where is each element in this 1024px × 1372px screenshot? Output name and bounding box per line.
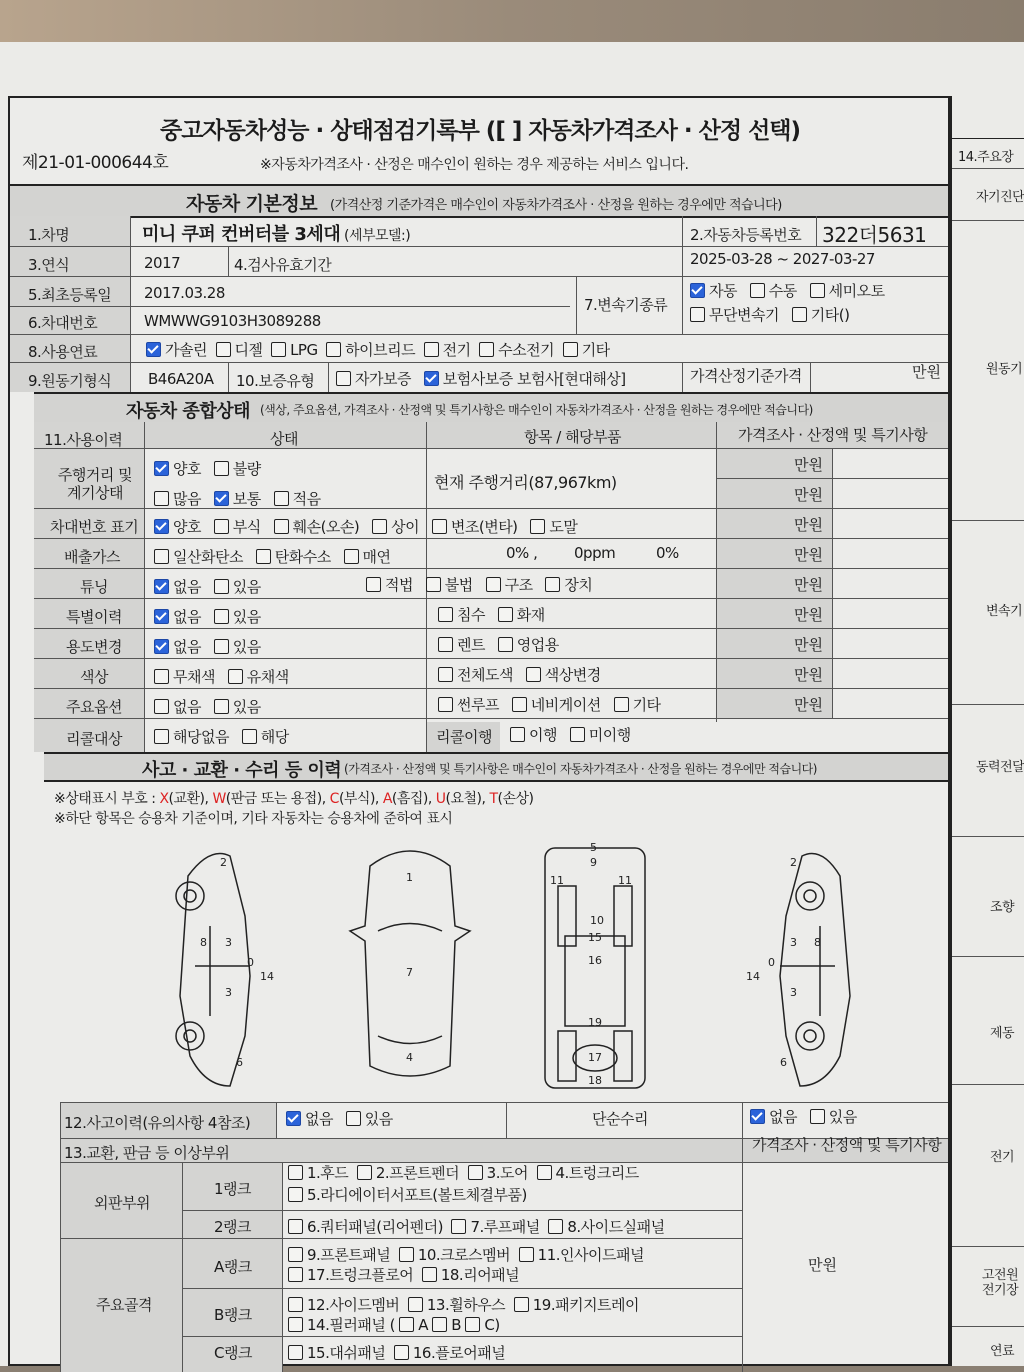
fuel-gasoline-checkbox[interactable] [146,342,161,357]
tuning-state: 없음 있음 [154,576,261,597]
svg-text:11: 11 [550,874,564,887]
svg-text:10: 10 [590,914,604,927]
color-options: 전체도색 색상변경 [438,664,601,685]
unit-odometer-1: 만원 [794,456,823,474]
cross-member-checkbox[interactable] [399,1247,414,1262]
trans-auto-checkbox[interactable] [690,283,705,298]
steering-label: 조향 [990,900,1015,915]
transmission-section-label: 변속기 [986,604,1023,619]
rank1-label: 1랭크 [214,1180,252,1198]
item-column-header: 항목 / 해당부품 [524,428,622,446]
svg-text:18: 18 [588,1074,602,1087]
accident-history-note: (가격조사 · 산정액 및 특기사항은 매수인이 자동차가격조사 · 산정을 원하는 경우에만 적습니다) [344,762,817,776]
car-body-diagram [150,836,940,1096]
rankB-label: B랭크 [214,1306,252,1324]
fuel-diesel-checkbox[interactable] [216,342,231,357]
accident-history-state: 없음 있음 [286,1108,393,1129]
color-label: 색상 [80,668,108,686]
flood-checkbox[interactable] [438,607,453,622]
use-change-none-checkbox[interactable] [154,639,169,654]
tuning-structure-checkbox[interactable] [486,577,501,592]
svg-text:9: 9 [590,856,597,869]
warranty-options: 자가보증 보험사보증 보험사[현대해상] [336,368,626,389]
navigation-checkbox[interactable] [512,697,527,712]
special-history-options: 침수 화재 [438,604,545,625]
svg-text:17: 17 [588,1051,602,1064]
svg-text:6: 6 [780,1056,787,1069]
base-price-unit: 만원 [912,363,941,381]
unit-vin: 만원 [794,516,823,534]
svg-text:16: 16 [588,954,602,967]
vin-mark-good-checkbox[interactable] [154,519,169,534]
rankA-items-row2: 17.트렁크플로어 18.리어패널 [288,1264,519,1285]
use-change-label: 용도변경 [66,638,122,656]
rankB-items-row2: 14.필러패널 ( A B C) [288,1314,500,1335]
special-history-state: 없음 있음 [154,606,261,627]
basic-info-header [10,184,948,218]
odometer-bad-checkbox[interactable] [214,461,229,476]
trunk-floor-checkbox[interactable] [288,1267,303,1282]
pillar-c-checkbox[interactable] [465,1317,480,1332]
fuel-label: 8.사용연료 [28,343,98,361]
rear-panel-checkbox[interactable] [422,1267,437,1282]
brake-label: 제동 [990,1026,1015,1041]
transmission-label: 7.변속기종류 [584,296,668,314]
radiator-support-checkbox[interactable] [288,1187,303,1202]
svg-text:0: 0 [247,956,254,969]
warranty-insurance-checkbox[interactable] [424,371,439,386]
svg-text:0: 0 [768,956,775,969]
accident-history-label: 12.사고이력(유의사항 4참조) [64,1114,251,1132]
overall-status-title: 자동차 종합상태 [126,401,250,422]
tuning-label: 튜닝 [80,578,108,596]
current-mileage: 현재 주행거리(87,967km) [434,473,617,492]
recall-na-checkbox[interactable] [154,729,169,744]
emission-co-checkbox[interactable] [154,549,169,564]
special-none-checkbox[interactable] [154,609,169,624]
overall-status-note: (색상, 주요옵션, 가격조사 · 산정액 및 특기사항은 매수인이 자동차가격조사 · 산정을 원하는 경우에만 적습니다) [260,403,813,417]
rankB-items-row1: 12.사이드멤버 13.휠하우스 19.패키지트레이 [288,1294,639,1315]
overall-status-header [34,392,948,424]
unit-odometer-2: 만원 [794,486,823,504]
repair-exist-checkbox[interactable] [810,1109,825,1124]
unit-exchange: 만원 [808,1256,837,1274]
vin-mark-painted-checkbox[interactable] [530,519,545,534]
front-panel-checkbox[interactable] [288,1247,303,1262]
recall-state: 해당없음 해당 [154,726,289,747]
rank2-label: 2랭크 [214,1218,252,1236]
vin-marking-label: 차대번호 표기 [50,518,139,536]
outer-panel-label: 외판부위 [94,1194,150,1212]
engine-value: B46A20A [148,370,214,388]
trans-other-checkbox[interactable] [792,307,807,322]
door-checkbox[interactable] [468,1165,483,1180]
fuel-hydrogen-checkbox[interactable] [479,342,494,357]
special-history-label: 특별이력 [66,608,122,626]
svg-text:4: 4 [406,1051,413,1064]
tuning-device-checkbox[interactable] [545,577,560,592]
floor-panel-checkbox[interactable] [394,1345,409,1360]
unit-special: 만원 [794,606,823,624]
main-options-list: 썬루프 네비게이션 기타 [438,694,661,715]
pillar-panel-checkbox[interactable] [288,1317,303,1332]
service-notice: ※자동차가격조사 · 산정은 매수인이 원하는 경우 제공하는 서비스 입니다. [260,157,689,173]
pillar-a-checkbox[interactable] [399,1317,414,1332]
self-diagnosis-label: 자기진단 [976,190,1024,205]
transmission-row2: 무단변속기 기타() [690,304,849,325]
power-transfer-label: 동력전달 [976,760,1024,775]
rank1-items-row1: 1.후드 2.프론트펜더 3.도어 4.트렁크리드 [288,1162,639,1183]
use-change-state: 없음 있음 [154,636,261,657]
achromatic-checkbox[interactable] [154,669,169,684]
unit-options: 만원 [794,696,823,714]
rankA-label: A랭크 [214,1258,252,1276]
electric-label: 전기 [990,1150,1015,1165]
rankC-label: C랭크 [214,1344,252,1362]
submodel-label: (세부모델:) [344,228,411,244]
inspection-validity-label: 4.검사유효기간 [234,256,332,274]
registration-label: 2.자동차등록번호 [690,226,802,244]
emission-smoke-value: 0% [656,544,679,562]
rank1-items-row2: 5.라디에이터서포트(볼트체결부품) [288,1184,527,1205]
svg-text:5: 5 [590,841,597,854]
emission-co-value: 0% , [506,544,538,562]
base-price-label: 가격산정기준가격 [690,367,802,385]
basic-info-title: 자동차 기본정보 [186,193,318,215]
first-registration-value: 2017.03.28 [144,284,225,302]
vin-value: WMWWG9103H3089288 [144,312,321,330]
svg-text:2: 2 [790,856,797,869]
fuel-hybrid-checkbox[interactable] [326,342,341,357]
warranty-label: 10.보증유형 [236,372,315,390]
year-label: 3.연식 [28,256,70,274]
package-tray-checkbox[interactable] [514,1297,529,1312]
vin-mark-corrosion-checkbox[interactable] [214,519,229,534]
accident-history-title: 사고 · 교환 · 수리 등 이력 [142,760,342,781]
svg-text:3: 3 [790,986,797,999]
recall-not-checkbox[interactable] [570,727,585,742]
tuning-illegal-checkbox[interactable] [426,577,441,592]
svg-text:11: 11 [618,874,632,887]
svg-text:6: 6 [236,1056,243,1069]
main-options-state: 없음 있음 [154,696,261,717]
car-name-label: 1.차명 [28,226,70,244]
unit-use-change: 만원 [794,636,823,654]
rank2-items: 6.쿼터패널(리어펜더) 7.루프패널 8.사이드실패널 [288,1216,665,1237]
fire-checkbox[interactable] [498,607,513,622]
trans-cvt-checkbox[interactable] [690,307,705,322]
svg-text:8: 8 [200,936,207,949]
recall-done-options: 이행 미이행 [510,724,631,745]
svg-text:14: 14 [260,970,274,983]
full-paint-checkbox[interactable] [438,667,453,682]
color-change-checkbox[interactable] [526,667,541,682]
inspection-form [8,96,950,1366]
exchange-parts-label: 13.교환, 판금 등 이상부위 [64,1144,230,1162]
side-member-checkbox[interactable] [288,1297,303,1312]
mileage-few-checkbox[interactable] [274,491,289,506]
repair-none-checkbox[interactable] [750,1109,765,1124]
options-other-checkbox[interactable] [614,697,629,712]
exchange-price-label: 가격조사 · 산정액 및 특기사항 [752,1136,942,1154]
dash-panel-checkbox[interactable] [288,1345,303,1360]
simple-repair-state: 없음 있음 [750,1106,857,1127]
inside-panel-checkbox[interactable] [519,1247,534,1262]
vin-mark-mismatch-checkbox[interactable] [372,519,387,534]
hood-checkbox[interactable] [288,1165,303,1180]
odometer-label: 주행거리 및 계기상태 [57,466,133,502]
svg-text:3: 3 [225,986,232,999]
first-registration-label: 5.최초등록일 [28,286,112,304]
recall-label: 리콜대상 [66,730,122,748]
high-voltage-label: 고전원 전기장 [982,1268,1019,1298]
document-number: 제21-01-000644호 [22,153,169,173]
svg-text:2: 2 [220,856,227,869]
recall-done-label: 리콜이행 [436,728,492,746]
sunroof-checkbox[interactable] [438,697,453,712]
accident-exist-checkbox[interactable] [346,1111,361,1126]
tuning-exist-checkbox[interactable] [214,579,229,594]
unit-color: 만원 [794,666,823,684]
use-change-exist-checkbox[interactable] [214,639,229,654]
fuel-options: 가솔린 디젤 LPG 하이브리드 전기 수소전기 기타 [146,339,610,360]
mileage-many-checkbox[interactable] [154,491,169,506]
accident-none-checkbox[interactable] [286,1111,301,1126]
status-code-legend: ※상태표시 부호 : X(교환), W(판금 또는 용접), C(부식), A(흠집), U(요철), T(손상) [54,791,534,807]
use-change-options: 렌트 영업용 [438,634,559,655]
quarter-panel-checkbox[interactable] [288,1219,303,1234]
commercial-checkbox[interactable] [498,637,513,652]
odometer-state-row2: 많음 보통 적음 [154,488,321,509]
emission-hc-checkbox[interactable] [256,549,271,564]
options-none-checkbox[interactable] [154,699,169,714]
svg-text:3: 3 [790,936,797,949]
mileage-normal-checkbox[interactable] [214,491,229,506]
inspection-validity-value: 2025-03-28 ~ 2027-03-27 [690,250,875,268]
rankA-items-row1: 9.프론트패널 10.크로스멤버 11.인사이드패널 [288,1244,644,1265]
svg-text:1: 1 [406,871,413,884]
accident-history-header [44,752,948,782]
price-column-header: 가격조사 · 산정액 및 특기사항 [738,426,928,444]
svg-text:19: 19 [588,1016,602,1029]
document-title: 중고자동차성능 · 상태점검기록부 ([ ] 자동차가격조사 · 산정 선택) [160,118,801,144]
emission-options: 일산화탄소 탄화수소 매연 [154,546,391,567]
tuning-options: 적법 불법 구조 장치 [366,574,592,595]
front-fender-checkbox[interactable] [357,1165,372,1180]
trans-semi-checkbox[interactable] [810,283,825,298]
trunk-lid-checkbox[interactable] [537,1165,552,1180]
engine-label: 9.원동기형식 [28,372,112,390]
vin-marking-options: 양호 부식 훼손(오손) 상이 변조(변타) 도말 [154,516,577,537]
vin-mark-altered-checkbox[interactable] [432,519,447,534]
engine-section-label: 원동기 [986,362,1023,377]
unit-emission: 만원 [794,546,823,564]
odometer-state-row1: 양호 불량 [154,458,261,479]
passenger-car-note: ※하단 항목은 승용차 기준이며, 기타 자동차는 승용차에 준하여 표시 [54,811,453,827]
color-state: 무채색 유채색 [154,666,289,687]
recall-yes-checkbox[interactable] [242,729,257,744]
tuning-legal-checkbox[interactable] [366,577,381,592]
rankC-items: 15.대쉬패널 16.플로어패널 [288,1342,505,1363]
fuel-other-checkbox[interactable] [563,342,578,357]
odometer-good-checkbox[interactable] [154,461,169,476]
car-name-value: 미니 쿠퍼 컨버터블 3세대 [142,224,341,245]
vin-label: 6.차대번호 [28,314,98,332]
fuel-lpg-checkbox[interactable] [271,342,286,357]
fuel-section-label: 연료 [990,1344,1015,1359]
vin-mark-damage-checkbox[interactable] [274,519,289,534]
recall-done-checkbox[interactable] [510,727,525,742]
registration-value: 322더5631 [822,223,927,247]
svg-text:8: 8 [814,936,821,949]
year-value: 2017 [144,254,181,272]
fuel-electric-checkbox[interactable] [424,342,439,357]
main-device-column [950,96,1024,1366]
wheel-house-checkbox[interactable] [408,1297,423,1312]
basic-info-note: (가격산정 기준가격은 매수인이 자동차가격조사 · 산정을 원하는 경우에만 적습니다) [330,198,782,213]
pillar-b-checkbox[interactable] [432,1317,447,1332]
trans-manual-checkbox[interactable] [750,283,765,298]
emission-hc-value: 0ppm [574,544,616,562]
state-column-header: 상태 [270,430,298,448]
main-device-label: 14.주요장 [958,150,1014,165]
rent-checkbox[interactable] [438,637,453,652]
unit-tuning: 만원 [794,576,823,594]
warranty-self-checkbox[interactable] [336,371,351,386]
main-frame-label: 주요골격 [96,1296,152,1314]
usage-history-label: 11.사용이력 [44,431,123,449]
emission-smoke-checkbox[interactable] [344,549,359,564]
side-sill-checkbox[interactable] [548,1219,563,1234]
transmission-row1: 자동 수동 세미오토 [690,280,885,301]
svg-text:3: 3 [225,936,232,949]
svg-text:15: 15 [588,931,602,944]
emission-label: 배출가스 [64,548,120,566]
tuning-none-checkbox[interactable] [154,579,169,594]
special-exist-checkbox[interactable] [214,609,229,624]
roof-panel-checkbox[interactable] [451,1219,466,1234]
svg-text:14: 14 [746,970,760,983]
main-options-label: 주요옵션 [66,698,122,716]
svg-text:7: 7 [406,966,413,979]
chromatic-checkbox[interactable] [228,669,243,684]
options-exist-checkbox[interactable] [214,699,229,714]
simple-repair-label: 단순수리 [592,1110,648,1128]
